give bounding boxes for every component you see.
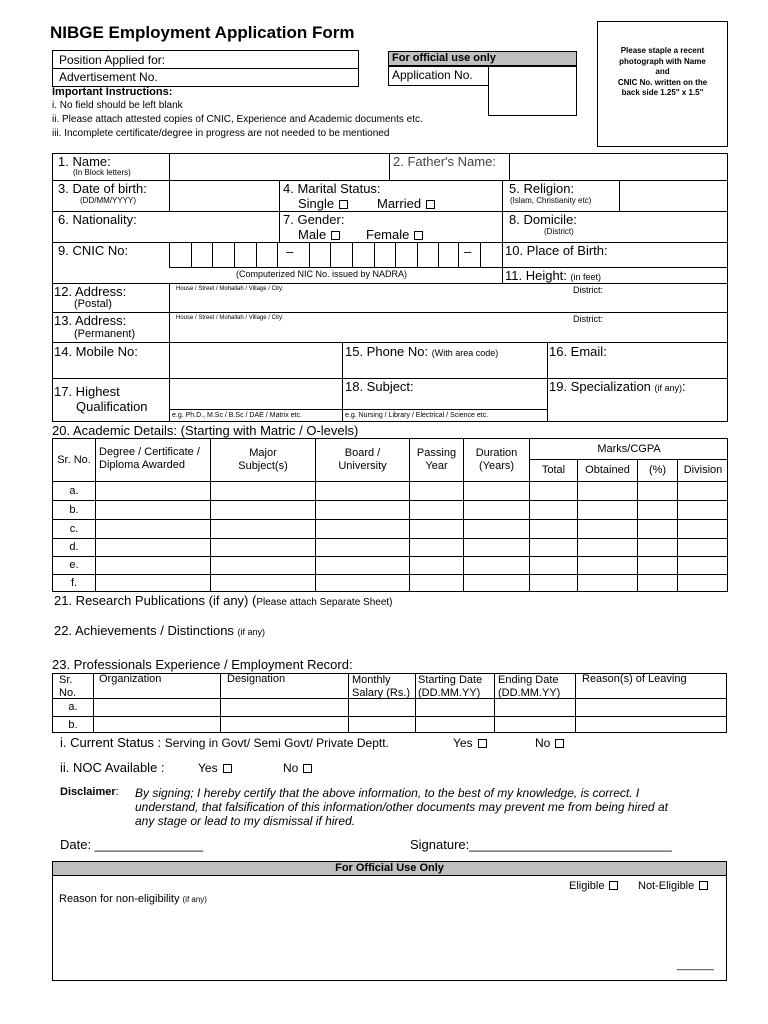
col-sr-no: Sr. No. [57,453,91,466]
email-label: 16. Email: [549,344,607,359]
postal-address-hint: House / Street / Mohallah / Village / City: [176,286,284,292]
religion-label: 5. Religion: [509,181,575,196]
position-applied-label: Position Applied for: [59,53,166,67]
col-division: Division [683,464,723,477]
not-eligible-checkbox[interactable] [699,881,708,890]
exp-row-b: b. [68,718,78,731]
current-status-no[interactable]: No [535,737,564,749]
official-sign-line[interactable]: ______ [677,959,714,971]
academic-heading: 20. Academic Details: (Starting with Matric / O-levels) [52,423,359,438]
not-eligible-option[interactable]: Not-Eligible [638,881,708,892]
postal-address-label: 12. Address: [54,284,127,299]
experience-heading: 23. Professionals Experience / Employment Record: [52,657,353,672]
application-no-label: Application No. [392,68,473,82]
current-status-label: i. Current Status : Serving in Govt/ Semi Govt/ Private Deptt. [60,735,389,750]
signature-field[interactable]: Signature:____________________________ [410,837,672,852]
advertisement-no-label: Advertisement No. [59,70,158,84]
dob-hint: (DD/MM/YYYY) [80,196,136,205]
eligible-option[interactable]: Eligible [569,881,618,892]
cnic-dash-2: – [464,244,472,259]
application-no-field[interactable] [488,66,577,116]
religion-input[interactable] [620,181,727,210]
photo-instructions: Please staple a recent photograph with Name and CNIC No. written on the back side 1.25" x 1.5" [617,46,708,97]
dob-input[interactable] [170,181,278,210]
height-label: 11. Height: (in feet) [505,268,602,283]
marital-status-label: 4. Marital Status: [283,181,381,196]
current-status-yes[interactable]: Yes [453,737,487,749]
permanent-hint: (Permanent) [74,328,136,340]
nationality-input[interactable] [170,212,278,241]
instructions-heading: Important Instructions: [52,86,173,98]
place-of-birth-label: 10. Place of Birth: [505,243,608,258]
noc-yes[interactable]: Yes [198,762,232,774]
instruction-iii: iii. Incomplete certificate/degree in progress are not needed to be mentioned [52,128,390,139]
exp-col-sr: Sr. No. [59,674,77,699]
exp-col-organization: Organization [99,673,162,685]
male-checkbox[interactable] [331,231,340,240]
qualification-hint: e.g. Ph.D., M.Sc / B.Sc / DAE / Matrix etc. [172,412,302,419]
academic-row-b: b. [69,503,79,516]
married-option[interactable]: Married [377,197,435,210]
col-obtained: Obtained [585,464,630,477]
noc-label: ii. NOC Available : [60,760,165,775]
disclaimer-text: By signing; I hereby certify that the above information, to the best of my knowledge, is correct. I understand, that falsification of this information/other documents may prevent me from being hired at any stage or lead to my dismissal if hired. [135,786,668,828]
col-passing: Passing Year [416,447,457,472]
single-option[interactable]: Single [298,197,348,210]
domicile-hint: (District) [544,227,574,236]
religion-hint: (Islam, Christianity etc) [510,196,592,205]
cnic-label: 9. CNIC No: [58,243,129,258]
cnic-dash-1: – [286,244,294,259]
academic-row-c: c. [69,522,79,535]
disclaimer-label: Disclaimer: [60,786,119,798]
date-field[interactable]: Date: _______________ [60,837,204,852]
female-option[interactable]: Female [366,228,423,241]
permanent-address-input[interactable] [170,322,727,341]
experience-entries[interactable] [94,699,727,733]
female-checkbox[interactable] [414,231,423,240]
permanent-address-label: 13. Address: [54,313,127,328]
postal-address-input[interactable] [170,293,727,311]
exp-col-designation: Designation [227,673,286,685]
eligible-checkbox[interactable] [609,881,618,890]
highest-qualification-label-1: 17. Highest [54,384,120,399]
official-use-label: For official use only [392,52,496,64]
noc-no[interactable]: No [283,762,312,774]
father-name-label: 2. Father's Name: [393,154,496,169]
mobile-input[interactable] [170,343,341,377]
name-input[interactable] [170,154,388,179]
domicile-label: 8. Domicile: [509,212,577,227]
official-use-box [52,861,727,981]
noc-yes-checkbox[interactable] [223,764,232,773]
dob-label: 3. Date of birth: [58,181,147,196]
qualification-input[interactable] [170,379,341,408]
col-percent: (%) [648,464,667,477]
research-publications-label: 21. Research Publications (if any) (Please attach Separate Sheet) [54,593,393,608]
exp-col-reason: Reason(s) of Leaving [582,673,687,685]
subject-hint: e.g. Nursing / Library / Electrical / Science etc. [345,412,489,419]
nationality-label: 6. Nationality: [58,212,137,227]
permanent-district-label: District: [573,314,603,324]
page-title: NIBGE Employment Application Form [50,23,355,42]
col-total: Total [541,464,566,477]
col-board: Board / University [338,447,387,472]
exp-col-start-date: Starting Date (DD.MM.YY) [418,674,483,699]
col-duration: Duration (Years) [475,447,518,472]
name-hint: (In Block letters) [73,168,131,177]
married-checkbox[interactable] [426,200,435,209]
col-marks: Marks/CGPA [597,442,661,455]
current-yes-checkbox[interactable] [478,739,487,748]
cnic-input[interactable] [170,243,501,266]
cnic-hint: (Computerized NIC No. issued by NADRA) [236,269,408,279]
phone-label: 15. Phone No: (With area code) [345,344,499,359]
male-option[interactable]: Male [298,228,340,241]
academic-entries[interactable] [96,482,728,592]
current-no-checkbox[interactable] [555,739,564,748]
postal-hint: (Postal) [74,298,112,310]
academic-row-a: a. [69,484,79,497]
father-name-input[interactable] [510,154,727,179]
mobile-label: 14. Mobile No: [54,344,138,359]
subject-label: 18. Subject: [345,379,414,394]
col-major: Major Subject(s) [238,447,288,472]
noc-no-checkbox[interactable] [303,764,312,773]
achievements-label: 22. Achievements / Distinctions (if any) [54,623,266,638]
permanent-address-hint: House / Street / Mohallah / Village / City: [176,315,284,321]
exp-col-end-date: Ending Date (DD.MM.YY) [498,674,561,699]
exp-col-salary: Monthly Salary (Rs.) [352,674,411,699]
exp-row-a: a. [68,701,78,714]
non-eligibility-reason-label: Reason for non-eligibility (if any) [59,893,207,905]
academic-row-d: d. [69,541,79,554]
instruction-i: i. No field should be left blank [52,100,183,111]
gender-label: 7. Gender: [283,212,345,227]
specialization-label: 19. Specialization (if any): [549,379,686,394]
official-use-heading: For Official Use Only [335,862,444,875]
academic-row-e: e. [69,559,79,572]
col-degree: Degree / Certificate / Diploma Awarded [99,446,200,471]
academic-row-f: f. [70,577,78,590]
instruction-ii: ii. Please attach attested copies of CNIC, Experience and Academic documents etc. [52,114,423,125]
postal-district-label: District: [573,285,603,295]
highest-qualification-label-2: Qualification [76,399,148,414]
name-label: 1. Name: [58,154,111,169]
single-checkbox[interactable] [339,200,348,209]
